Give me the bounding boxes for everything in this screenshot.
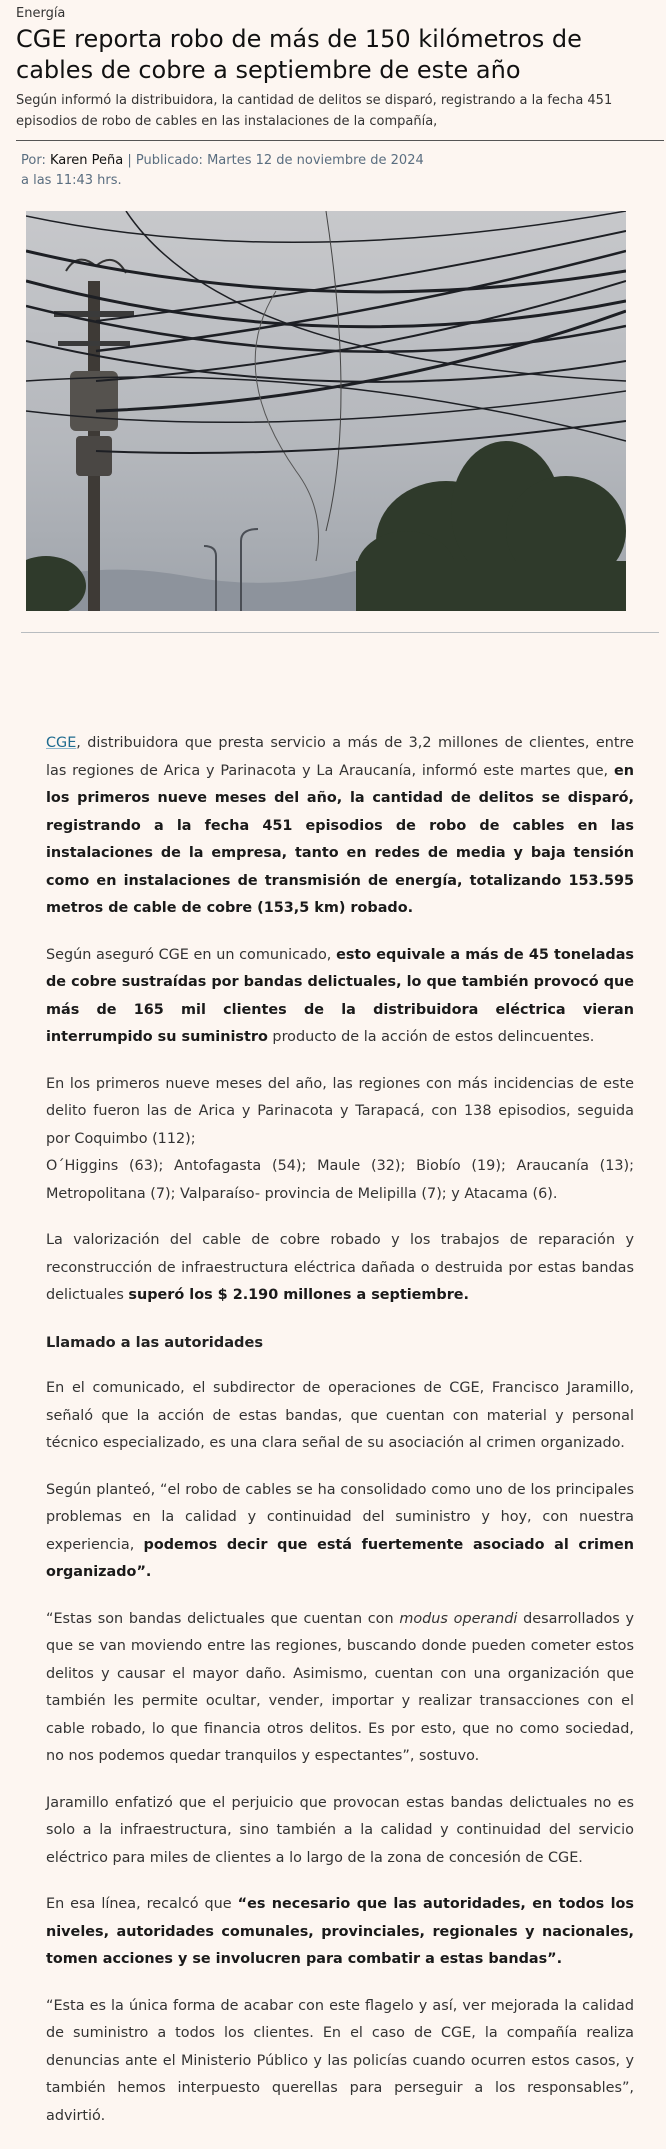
hero-photo-power-lines bbox=[26, 211, 626, 611]
paragraph-7 bbox=[46, 1606, 634, 1771]
byline bbox=[21, 151, 431, 191]
paragraph-3-line2: O´Higgins (63); Antofagasta (54); Maule (32); Biobío (19); Araucanía (13); Metropolitana (7); Valparaíso- provincia de Melipilla (7); y Atacama (6). bbox=[46, 1158, 634, 1202]
paragraph-7-italic: modus operandi bbox=[399, 1610, 518, 1627]
cge-link[interactable]: CGE bbox=[46, 735, 77, 751]
paragraph-9 bbox=[46, 1891, 634, 1974]
paragraph-5: En el comunicado, el subdirector de operaciones de CGE, Francisco Jaramillo, señaló que la acción de estas bandas, que cuentan con material y personal técnico especializado, es una clara señal de su asociación al crimen organizado. bbox=[46, 1380, 634, 1451]
paragraph-9-bold: “es necesario que las autoridades, en todos los niveles, autoridades comunales, provinciales, regionales y nacionales, tomen acciones y se involucren para combatir a estas bandas”. bbox=[46, 1896, 634, 1967]
paragraph-1-text: , distribuidora que presta servicio a más de 3,2 millones de clientes, entre las regiones de Arica y Parinacota y La Araucanía, informó este martes que, bbox=[46, 735, 634, 779]
byline-separator: | bbox=[123, 153, 136, 168]
paragraph-4 bbox=[46, 1227, 634, 1310]
header-divider bbox=[16, 140, 664, 141]
paragraph-2-text2: producto de la acción de estos delincuentes. bbox=[267, 1029, 595, 1045]
paragraph-3-line1: En los primeros nueve meses del año, las regiones con más incidencias de este delito fueron las de Arica y Parinacota y Tarapacá, con 138 episodios, seguida por Coquimbo (112); bbox=[46, 1075, 634, 1147]
paragraph-3 bbox=[46, 1071, 634, 1209]
paragraph-2-text: Según aseguró CGE en un comunicado, bbox=[46, 946, 337, 963]
article-title: CGE reporta robo de más de 150 kilómetros de cables de cobre a septiembre de este año bbox=[16, 25, 582, 84]
paragraph-6 bbox=[46, 1477, 634, 1587]
paragraph-10: “Esta es la única forma de acabar con este flagelo y así, ver mejorada la calidad de suministro a todos los clientes. En el caso de CGE, la compañía realiza denuncias ante el Ministerio Público y las policías cuando ocurren estos casos, y también hemos interpuesto querellas para perseguir a los responsables”, advirtió. bbox=[46, 1997, 634, 2124]
paragraph-7-text2: desarrollados y que se van moviendo entre las regiones, buscando donde pueden cometer estos delitos y causar el mayor daño. Asimismo, cuentan con una organización que también les permite ocultar, vender, importar y realizar transacciones con el cable robado, lo que financia otros delitos. Es por esto, que no como sociedad, no nos podemos quedar tranquilos y espectantes”, sostuvo. bbox=[46, 1610, 634, 1764]
article-lead: Según informó la distribuidora, la cantidad de delitos se disparó, registrando a la fecha 451 episodios de robo de cables en las instalaciones de la compañía, bbox=[16, 93, 613, 129]
byline-author[interactable]: Karen Peña bbox=[49, 153, 124, 168]
byline-published-label: Publicado: bbox=[135, 153, 208, 168]
paragraph-2-bold: esto equivale a más de 45 toneladas de cobre sustraídas por bandas delictuales, lo que también provocó que más de 165 mil clientes de la distribuidora eléctrica vieran interrumpido su suministro bbox=[46, 946, 634, 1045]
byline-date: Martes 12 de noviembre de 2024 a las 11:43 hrs. bbox=[21, 153, 424, 188]
paragraph-7-text: “Estas son bandas delictuales que cuentan con bbox=[46, 1610, 400, 1627]
section-label[interactable]: Energía bbox=[16, 6, 66, 21]
byline-por-label: Por: bbox=[21, 153, 50, 168]
image-divider bbox=[21, 632, 659, 633]
paragraph-6-bold: podemos decir que está fuertemente asociado al crimen organizado”. bbox=[46, 1536, 634, 1580]
paragraph-2 bbox=[46, 942, 634, 1052]
paragraph-9-text: En esa línea, recalcó que bbox=[46, 1896, 238, 1912]
subheading: Llamado a las autoridades bbox=[46, 1333, 264, 1351]
paragraph-4-bold: superó los $ 2.190 millones a septiembre. bbox=[128, 1287, 470, 1303]
paragraph-4-text: La valorización del cable de cobre robado y los trabajos de reparación y reconstrucción de infraestructura eléctrica dañada o destruida por estas bandas delictuales bbox=[46, 1232, 634, 1303]
paragraph-8: Jaramillo enfatizó que el perjuicio que provocan estas bandas delictuales no es solo a la infraestructura, sino también a la calidad y continuidad del servicio eléctrico para miles de clientes a lo largo de la zona de concesión de CGE. bbox=[46, 1794, 634, 1866]
article-body bbox=[46, 730, 634, 2149]
paragraph-1-bold: en los primeros nueve meses del año, la cantidad de delitos se disparó, registrando a la fecha 451 episodios de robo de cables en las instalaciones de la empresa, tanto en redes de media y baja tensión como en instalaciones de transmisión de energía, totalizando 153.595 metros de cable de cobre (153,5 km) robado. bbox=[46, 762, 634, 916]
paragraph-6-text: Según planteó, “el robo de cables se ha consolidado como uno de los principales problemas en la calidad y continuidad del suministro y hoy, con nuestra experiencia, bbox=[46, 1481, 634, 1553]
paragraph-1 bbox=[46, 730, 634, 923]
